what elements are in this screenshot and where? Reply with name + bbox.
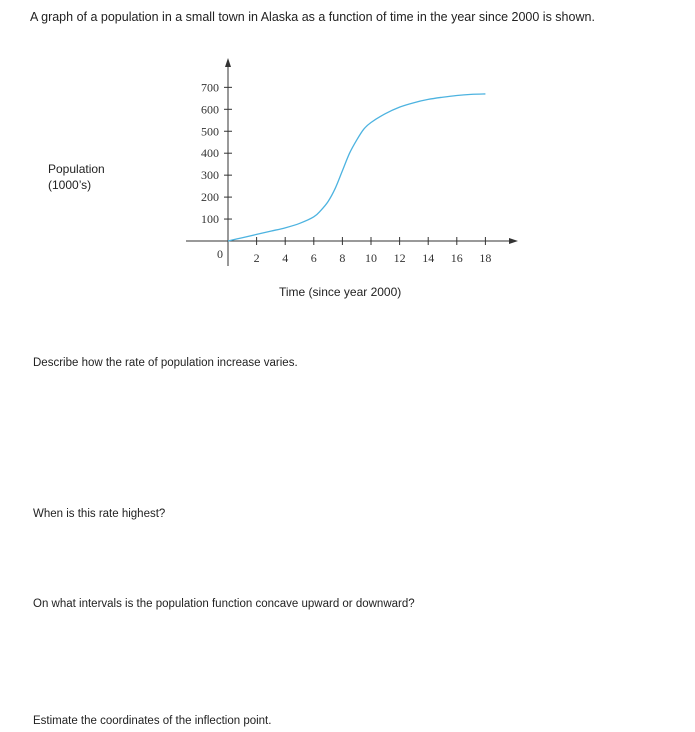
question-concavity-intervals: On what intervals is the population function concave upward or downward? xyxy=(33,598,415,610)
x-axis-label: Time (since year 2000) xyxy=(279,285,402,299)
x-tick-label: 16 xyxy=(450,251,463,265)
x-tick-label: 18 xyxy=(479,251,492,265)
x-tick-label: 10 xyxy=(365,251,377,265)
x-tick-label: 8 xyxy=(339,251,346,265)
population-curve xyxy=(228,94,485,241)
origin-label: 0 xyxy=(217,247,223,261)
y-axis-arrow xyxy=(225,58,231,67)
y-axis-label-line-2: (1000’s) xyxy=(48,178,92,192)
intro-text: A graph of a population in a small town in Alaska as a function of time in the year since 2000 is shown. xyxy=(30,10,595,24)
x-axis-arrow xyxy=(509,238,518,244)
y-tick-label: 300 xyxy=(201,168,219,183)
y-tick-label: 200 xyxy=(201,190,219,205)
x-tick-label: 4 xyxy=(282,251,289,265)
x-tick-label: 12 xyxy=(393,251,406,265)
y-tick-label: 600 xyxy=(201,102,219,117)
question-rate-variation: Describe how the rate of population increase varies. xyxy=(33,357,298,369)
question-rate-highest: When is this rate highest? xyxy=(33,508,166,520)
x-tick-label: 6 xyxy=(310,251,317,265)
x-tick-label: 2 xyxy=(253,251,260,265)
x-tick-label: 14 xyxy=(422,251,435,265)
y-axis-label-line-1: Population xyxy=(48,162,105,176)
question-inflection-point: Estimate the coordinates of the inflection point. xyxy=(33,715,272,727)
y-tick-label: 100 xyxy=(201,212,219,227)
y-tick-label: 700 xyxy=(201,80,219,95)
y-tick-label: 400 xyxy=(201,146,219,161)
y-tick-label: 500 xyxy=(201,124,219,139)
